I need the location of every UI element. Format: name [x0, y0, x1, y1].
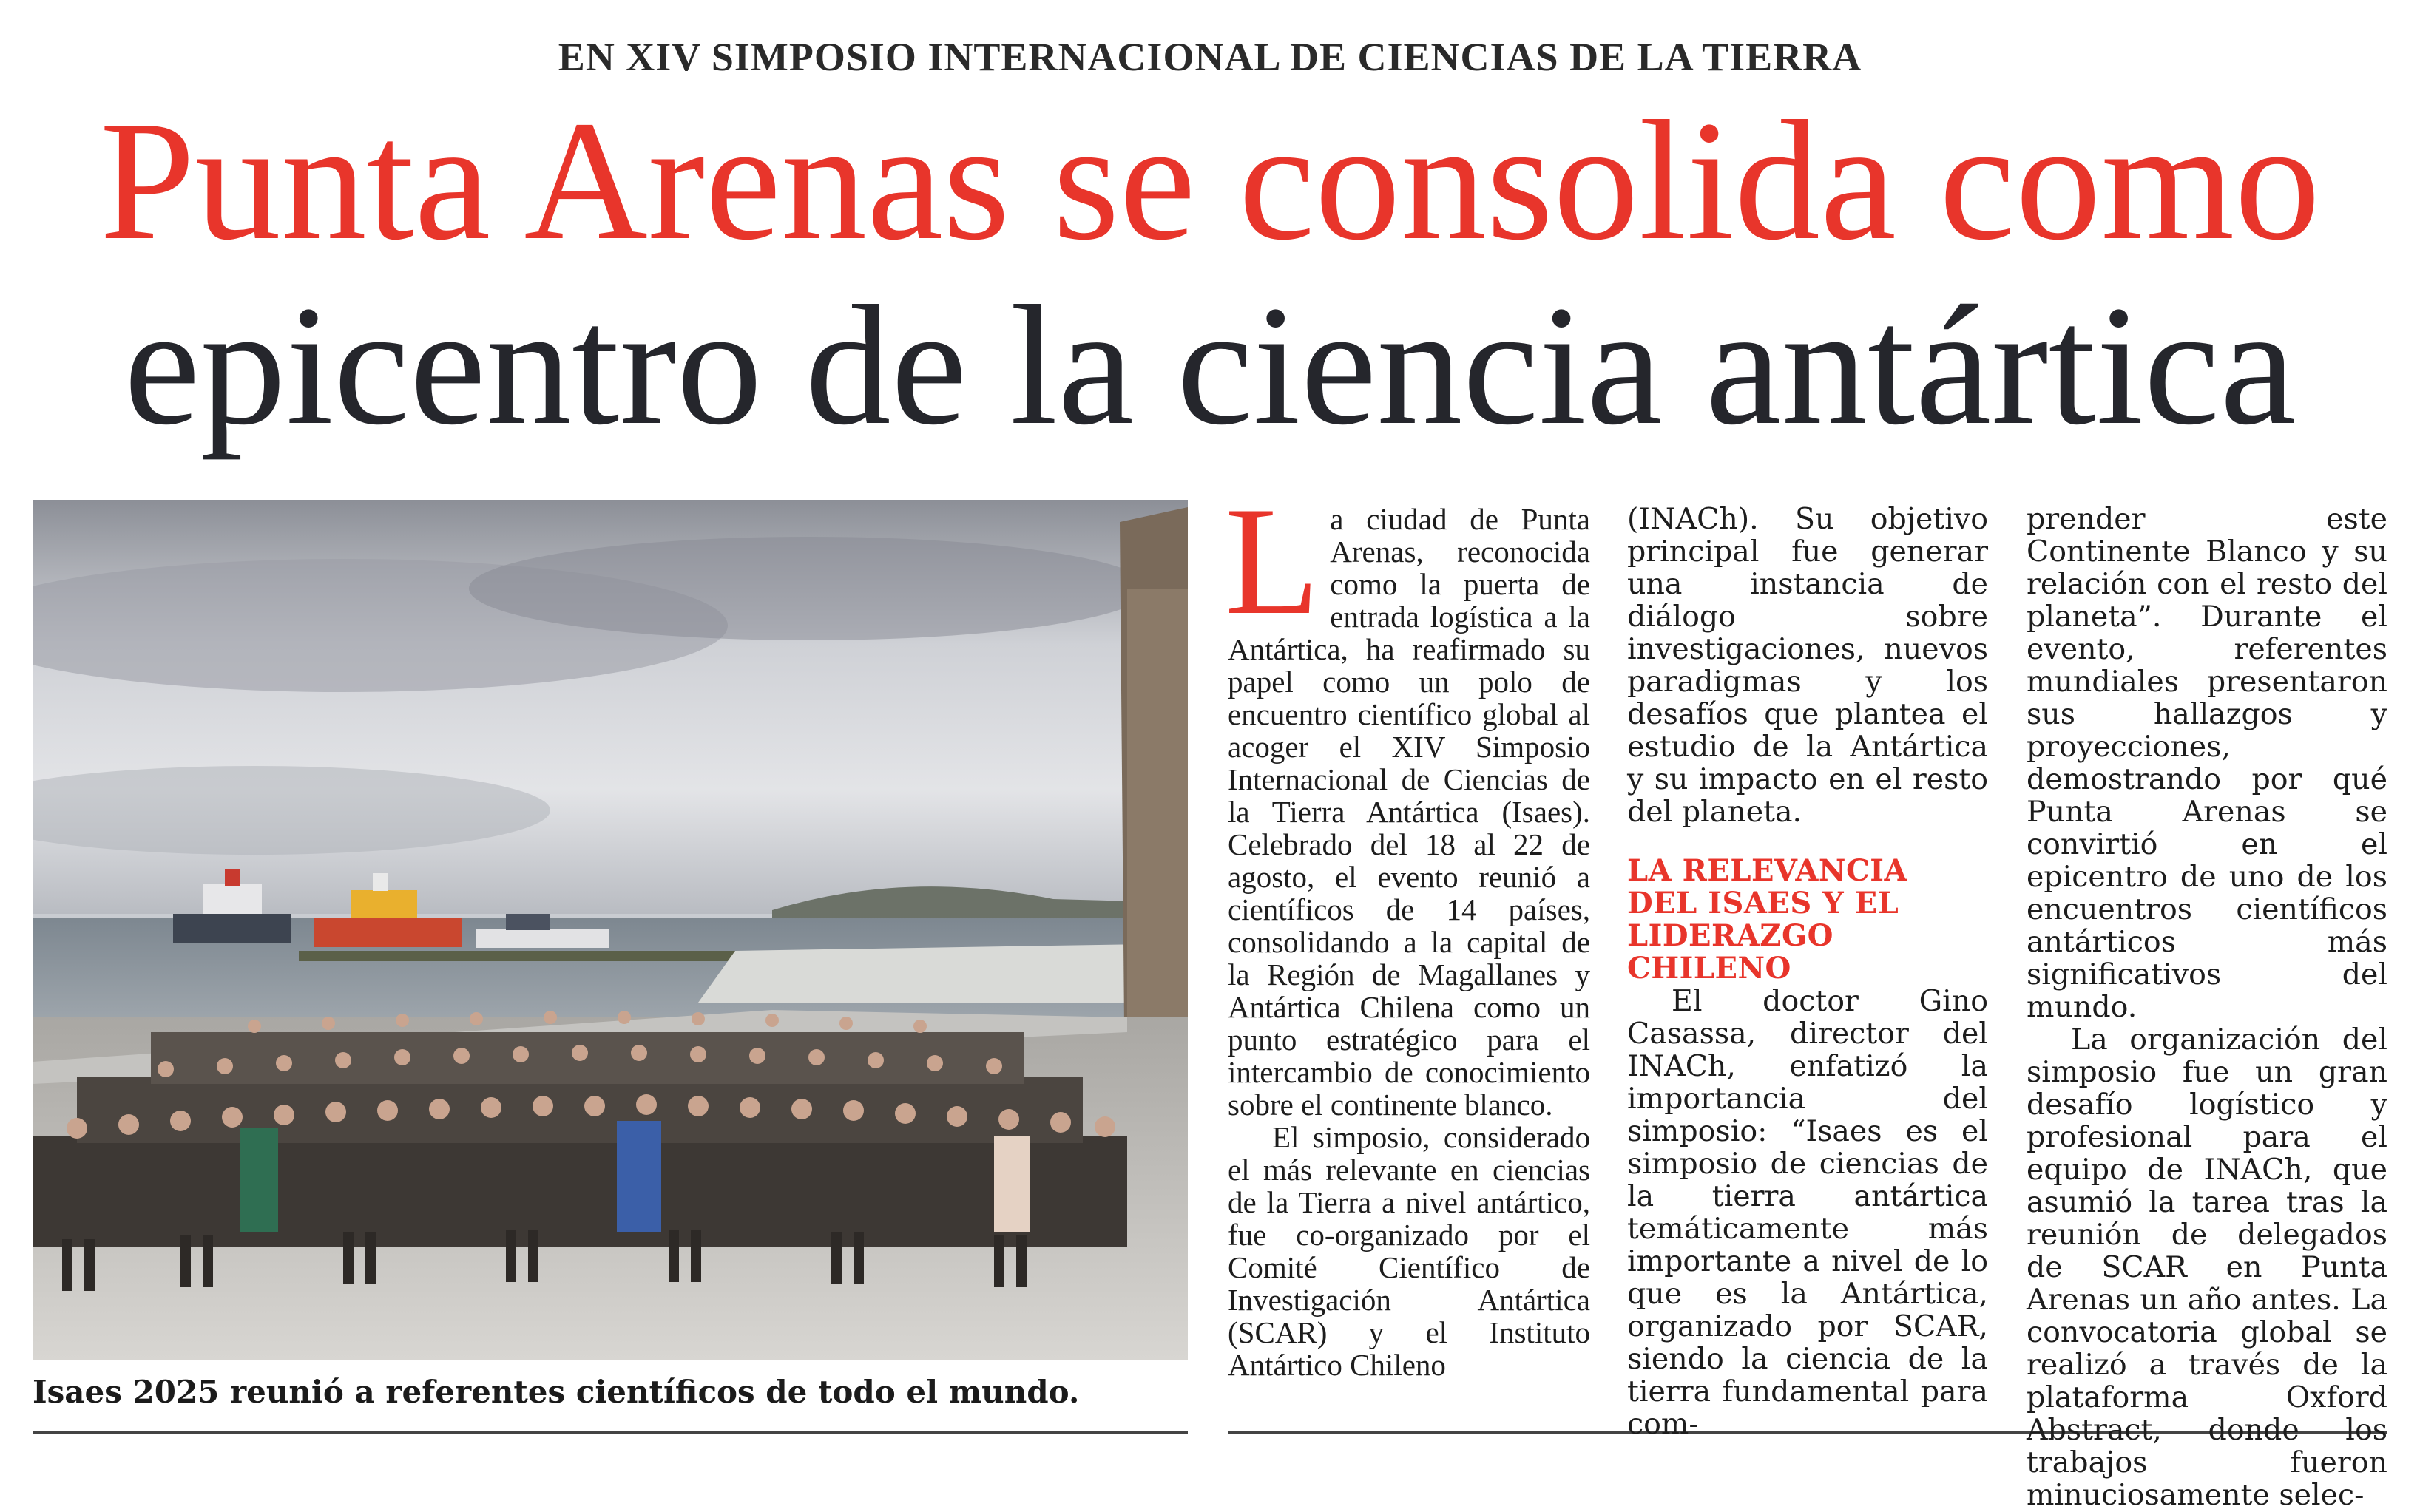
paragraph-intro: a ciudad de Punta Arenas, reconocida como la puerta de entrada logística a la Antártica, ha reafirmado su papel como un polo de encuentro científico global al acoger el XIV Simposio Internacional de Ciencias de la Tierra Antártica (Isaes). Celebrado del 18 al 22 de agosto, el evento reunió a científicos de 14 países, consolidando a la capital de la Región de Magallanes y Antártica Chilena como un punto estratégico para el intercambio de conocimiento sobre el continente blanco.	[1228, 502, 1590, 1122]
paragraph-continuacion: prender este Continente Blanco y su relación con el resto del planeta”. Durante el evento, referentes mundiales presentaron sus hallazgos y proyecciones, demostrando por qué Punta Arenas se convirtió en el epicentro de uno de los encuentros científicos antárticos más significativos del mundo.	[2027, 502, 2387, 1024]
drop-cap: L	[1225, 475, 1320, 647]
article-column-3	[2027, 503, 2387, 1511]
article-column-2	[1627, 503, 1988, 1440]
kicker: EN XIV SIMPOSIO INTERNACIONAL DE CIENCIAS DE LA TIERRA	[558, 35, 1862, 79]
headline-line-2: epicentro de la ciencia antártica	[124, 271, 2296, 461]
paragraph-organizacion: La organización del simposio fue un gran desafío logístico y profesional para el equipo de INACh, que asumió la tarea tras la reunión de delegados de SCAR en Punta Arenas un año antes. La convocatoria global se realizó a través de la plataforma Oxford Abstract, donde los trabajos fueron minuciosamente selec-	[2027, 1023, 2387, 1512]
caption-rule	[33, 1431, 1188, 1434]
article-column-1	[1225, 475, 1590, 1382]
paragraph-objetivo: (INACh). Su objetivo principal fue generar una instancia de diálogo sobre investigaciones, nuevos paradigmas y los desafíos que plantea el estudio de la Antártica y su impacto en el resto del planeta.	[1627, 502, 1988, 829]
headline-line-1: Punta Arenas se consolida como	[99, 86, 2321, 276]
paragraph-simposio: El simposio, considerado el más relevante en ciencias de la Tierra a nivel antártico, fue co-organizado por el Comité Científico de Investigación Antártica (SCAR) y el Instituto Antártico Chileno	[1228, 1120, 1590, 1382]
section-subhead: LA RELEVANCIA DEL ISAES Y EL LIDERAZGO CHILENO	[1627, 853, 1908, 986]
photo-caption: Isaes 2025 reunió a referentes científicos de todo el mundo.	[33, 1374, 1080, 1410]
paragraph-casassa: El doctor Gino Casassa, director del INACh, enfatizó la importancia del simposio: “Isaes es el simposio de ciencias de la tierra antártica temáticamente más importante a nivel de lo que es la Antártica, organizado por SCAR, siendo la ciencia de la tierra fundamental para com-	[1627, 984, 1988, 1441]
group-photo	[33, 500, 1188, 1360]
